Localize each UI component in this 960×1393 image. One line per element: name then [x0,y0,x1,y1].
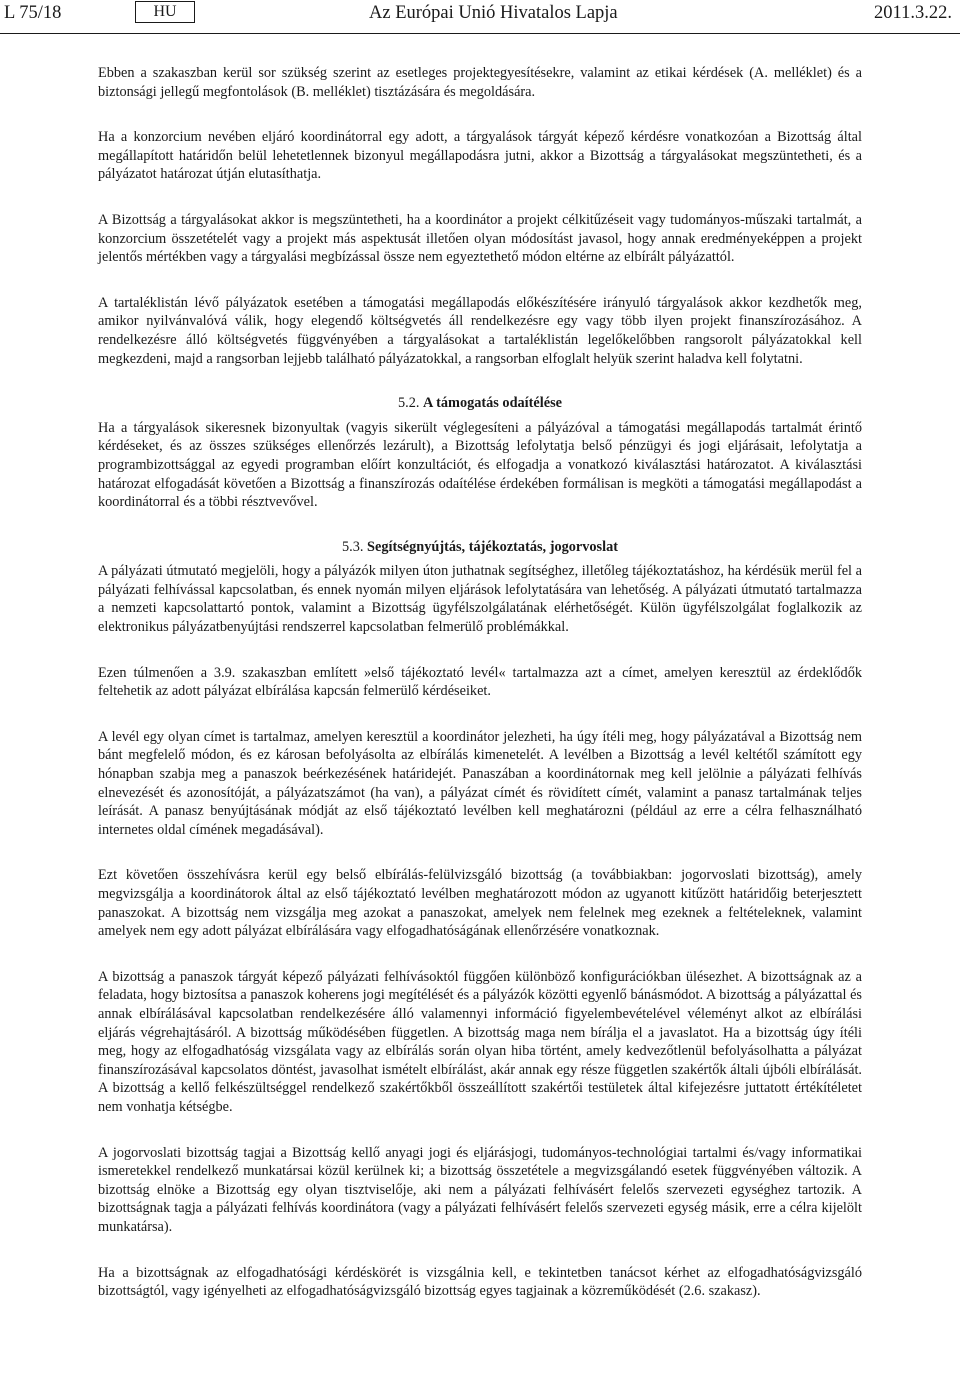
section-number: 5.3. [342,538,364,555]
section-number: 5.2. [397,395,420,412]
document-body [98,64,862,1301]
header-divider [0,33,960,34]
section-title: Segítségnyújtás, tájékoztatás, jogorvoslat [367,538,618,555]
paragraph: A pályázati útmutató megjelöli, hogy a pályázók milyen úton juthatnak segítséghez, illetőleg tájékoztatáshoz, ha kérdésük merül fel a pályázati felhívással kapcsolatban, és ennek nyomán milyen eljárások lefolytatására van lehetőség. A pályázati útmutató tartalmazza a nemzeti kapcsolattartó pontok, valamint a Bizottság ügyfélszolgálatának elérhetőségét. Külön ügyfélszolgálat foglalkozik az elektronikus pályázatbenyújtási rendszerrel kapcsolatban felmerülő problémákkal. [98,563,862,636]
paragraph: Ezt követően összehívásra kerül egy belső elbírálás-felülvizsgáló bizottság (a továbbiakban: jogorvoslati bizottság), amely megvizsgálja a koordinátorok által az első tájékoztató levélben meghatározott módon az ugyanott kitűzött határidőig beterjesztett panaszokat. A bizottság nem vizsgálja meg azokat a panaszokat, amelyek nem felelnek meg ezeknek a feltételeknek, valamint amelyek nem egy adott pályázat elbírálására vagy elfogadhatóságának ellenőrzésére vonatkoznak. [98,867,862,940]
paragraph: Ha a tárgyalások sikeresnek bizonyultak (vagyis sikerült véglegesíteni a pályázóval a támogatási megállapodás tartalmát érintő kérdéseket, és az összes szükséges ellenőrzés lezárult), a Bizottság lefolytatja belső pénzügyi és jogi eljárásait, lefolytatja a programbizottsággal az egyedi programban előírt konzultációt, és elfogadja a vonatkozó kiválasztási határozatot. A kiválasztási határozat elfogadását követően a Bizottság a finanszírozás odaítélése érdekében formálisan is megköti a támogatási megállapodást a koordinátorral és a többi résztvevővel. [98,419,862,511]
paragraph: Ha a konzorcium nevében eljáró koordinátorral egy adott, a tárgyalások tárgyát képező kérdésre vonatkozóan a Bizottság által megállapított határidőn belül lehetetlennek bizonyul megállapodásra jutni, akkor a Bizottság a tárgyalásokat megszüntetheti, és a pályázatot határozat útján elutasíthatja. [98,129,862,183]
paragraph: A levél egy olyan címet is tartalmaz, amelyen keresztül a koordinátor jelezheti, ha úgy ítéli meg, hogy pályázatával a Bizottság nem bánt megfelelő módon, és ez károsan befolyásolta az elbírálás kimenetelét. A levélben a Bizottság a levél keltétől számított egy hónapban szabja meg a panaszok beérkezésének határidejét. Panaszában a koordinátornak meg kell jelölnie a pályázati felhívás elnevezését és azonosítóját, a pályázatszámot (ha van), a pályázat címét és rövidített címét, valamint a panasz tartalmának teljes leírását. A panasz benyújtásának módját az első tájékoztató levélben kell meghatározni (például az erre a célra felhasználható internetes oldal címének megadásával). [98,728,862,838]
page-header [0,3,960,25]
paragraph: Ebben a szakaszban kerül sor szükség szerint az esetleges projektegyesítésekre, valamint az etikai kérdések (A. melléklet) és a biztonsági jellegű megfontolások (B. melléklet) tisztázására és megoldására. [98,65,862,100]
section-heading-5-2 [98,394,862,413]
paragraph: A tartaléklistán lévő pályázatok esetében a támogatási megállapodás előkészítésére irányuló tárgyalások akkor kezdhetők meg, amikor nyilvánvalóvá válik, hogy elegendő költségvetés áll rendelkezésre egy vagy több ilyen projekt finanszírozásához. A rendelkezésre álló költségvetés függvényében a tárgyalásokat a tartaléklistán legelőkelőbben rangsorolt pályázatokkal kell megkezdeni, majd a rangsorban lejjebb található pályázatokkal, a rangsorban elfoglalt helyük szerint haladva kell folytatni. [98,294,862,367]
paragraph: A Bizottság a tárgyalásokat akkor is megszüntetheti, ha a koordinátor a projekt célkitűzéseit vagy tudományos-műszaki tartalmát, a konzorcium összetételét vagy a projekt más aspektusát illetően olyan módosítást javasol, hogy annak eredményeképpen a projekt jelentős mértékben vagy a tárgyalási megbízással össze nem egyeztethető módon eltérne az elbírált pályázattól. [98,211,862,266]
section-heading-5-3 [98,538,862,557]
paragraph: Ha a bizottságnak az elfogadhatósági kérdéskörét is vizsgálnia kell, e tekintetben tanácsot kérhet az elfogadhatóságvizsgáló bizottságtól, vagy igényelheti az elfogadhatóságvizsgáló bizottság egyes tagjainak a közreműködését (2.6. szakasz). [98,1264,862,1300]
section-title: A támogatás odaítélése [423,395,562,412]
language-code-box: HU [135,1,195,23]
paragraph: A bizottság a panaszok tárgyát képező pályázati felhívásoktól függően különböző konfigurációkban ülésezhet. A bizottságnak az a feladata, hogy biztosítsa a panaszok koherens jogi megítélését és a pályázók közötti egyenlő bánásmódot. A bizottság a pályázattal és annak elbírálásával kapcsolatban rendelkezésére álló valamennyi információ figyelembevételével véleményt alkot az elbírálási eljárás végrehajtásáról. A bizottság működésében független. A bizottság maga nem bírálja el a javaslatot. Ha a bizottság úgy ítéli meg, hogy az elfogadhatóság vizsgálata vagy az elbírálás során olyan hiba történt, amely kedvezőtlenül befolyásolhatta a pályázat finanszírozásával kapcsolatos döntést, javasolhat ismételt elbírálást, akár annak egy része független szakértők általi újbóli elbírálását. A bizottság a kellő felkészültséggel rendelkező szakértőkből összeállított szakértői testületek által kifejezésre juttatott értékítéletet nem vonhatja kétségbe. [98,968,862,1115]
journal-title: Az Európai Unió Hivatalos Lapja [369,3,618,23]
page-reference: L 75/18 [4,3,62,23]
publication-date: 2011.3.22. [874,3,952,23]
paragraph: A jogorvoslati bizottság tagjai a Bizottság kellő anyagi jogi és eljárásjogi, tudományos-technológiai tartalmi és/vagy informatikai ismeretekkel rendelkező munkatársai közül kerülnek ki; a bizottság összetétele a megvizsgálandó esetek függvényében változik. A bizottság elnöke a Bizottság egy olyan tisztviselője, aki nem a pályázati felhívásért felelős szervezeti egységhez tartozik. A bizottságnak tagja a pályázati felhívás koordinátora (vagy a pályázati felhívásért felelős szervezeti egység másik, erre a célra kijelölt munkatársa). [98,1144,862,1235]
paragraph: Ezen túlmenően a 3.9. szakaszban említett »első tájékoztató levél« tartalmazza azt a címet, amelyen keresztül az érdeklődők feltehetik az adott pályázat elbírálása kapcsán felmerülő kérdéseiket. [98,664,862,700]
